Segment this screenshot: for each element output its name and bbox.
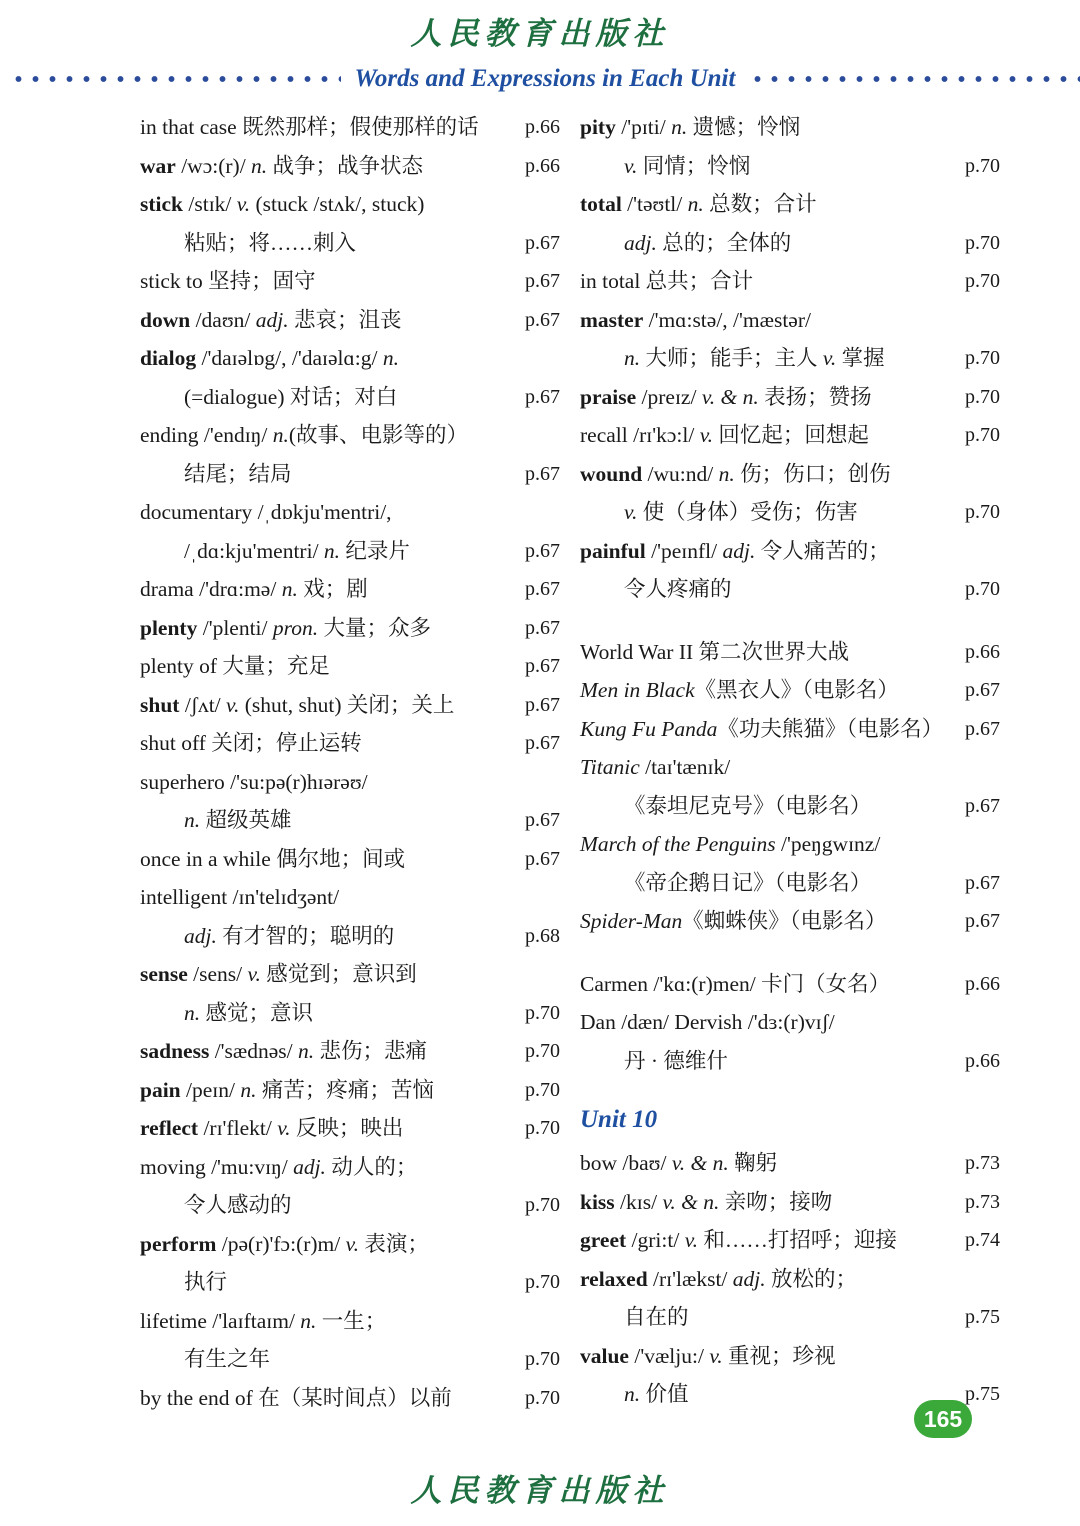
glossary-entry [140, 801, 560, 840]
entry-text: 丹 · 德维什 [624, 1048, 728, 1073]
glossary-entry [580, 378, 1000, 417]
glossary-entry [140, 493, 560, 532]
entry-text: (=dialogue) 对话；对白 [184, 384, 398, 409]
entry-text: once in a while 偶尔地；间或 [140, 846, 406, 871]
entry-text: Titanic /taɪ'tænɪk/ [580, 755, 731, 779]
glossary-entry [140, 1379, 560, 1418]
entry-text: n. 价值 [624, 1382, 689, 1406]
entry-page-ref: p.73 [965, 1190, 1000, 1213]
proper-noun-entry [580, 1003, 1000, 1042]
entry-text: 自在的 [624, 1305, 689, 1329]
glossary-entry [140, 1186, 560, 1225]
entry-text: plenty /'plenti/ pron. 大量；众多 [140, 615, 431, 640]
entry-text: wound /wu:nd/ n. 伤；伤口；创伤 [580, 461, 891, 486]
entry-page-ref: p.67 [965, 910, 1000, 932]
entry-page-ref: p.70 [965, 501, 1000, 523]
entry-page-ref: p.67 [525, 655, 560, 677]
glossary-entry [140, 763, 560, 802]
entry-page-ref: p.70 [525, 1271, 560, 1293]
glossary-entry [140, 108, 560, 147]
entry-page-ref: p.66 [965, 640, 1000, 663]
glossary-entry [140, 1263, 560, 1302]
entry-page-ref: p.67 [525, 539, 560, 562]
entry-text: ending /'endɪŋ/ n.(故事、电影等的） [140, 423, 469, 447]
glossary-entry [580, 147, 1000, 186]
glossary-entry [140, 1302, 560, 1341]
left-column [140, 108, 560, 1417]
glossary-entry [580, 301, 1000, 340]
entry-text: reflect /rɪ'flekt/ v. 反映；映出 [140, 1116, 404, 1140]
entry-text: pain /peɪn/ n. 痛苦；疼痛；苦恼 [140, 1077, 434, 1102]
entry-page-ref: p.70 [525, 1194, 560, 1216]
entry-page-ref: p.66 [965, 972, 1000, 995]
section-spacer [580, 1080, 1000, 1092]
glossary-entry [580, 1337, 1000, 1376]
entry-page-ref: p.67 [525, 308, 560, 331]
entry-page-ref: p.66 [965, 1049, 1000, 1072]
entry-page-ref: p.70 [525, 1040, 560, 1062]
publisher-logo-top: 人民教育出版社 [410, 16, 670, 51]
glossary-entry [580, 1144, 1000, 1183]
proper-noun-entry [580, 1042, 1000, 1081]
entry-text: adj. 总的；全体的 [624, 230, 792, 255]
glossary-entry [580, 570, 1000, 609]
entry-text: praise /preɪz/ v. & n. 表扬；赞扬 [580, 384, 872, 409]
entry-text: v. 同情；怜悯 [624, 153, 751, 178]
glossary-entry [140, 609, 560, 648]
entry-text: kiss /kɪs/ v. & n. 亲吻；接吻 [580, 1189, 833, 1214]
glossary-entry [140, 878, 560, 917]
proper-noun-entry [580, 633, 1000, 672]
entry-text: 结尾；结局 [184, 461, 292, 486]
entry-text: 《泰坦尼克号》（电影名） [624, 793, 872, 818]
entry-text: relaxed /rɪ'lækst/ adj. 放松的； [580, 1266, 858, 1291]
entry-page-ref: p.67 [525, 462, 560, 485]
entry-text: 执行 [184, 1270, 228, 1294]
glossary-entry [140, 955, 560, 994]
entry-text: drama /'drɑ:mə/ n. 戏；剧 [140, 577, 368, 601]
glossary-entry [580, 416, 1000, 455]
entry-page-ref: p.67 [965, 717, 1000, 740]
glossary-entry [580, 455, 1000, 494]
entry-page-ref: p.74 [965, 1229, 1000, 1251]
entry-text: dialog /'daɪəlɒg/, /'daɪəlɑ:g/ n. [140, 346, 399, 370]
entry-text: pity /'pɪti/ n. 遗憾；怜悯 [580, 115, 801, 139]
entry-page-ref: p.70 [965, 578, 1000, 600]
entry-text: war /wɔ:(r)/ n. 战争；战争状态 [140, 153, 424, 178]
entry-page-ref: p.67 [525, 231, 560, 254]
glossary-entry [140, 262, 560, 301]
glossary-entry [580, 224, 1000, 263]
right-column [580, 108, 1000, 1414]
entry-page-ref: p.67 [525, 809, 560, 831]
glossary-entry [580, 1260, 1000, 1299]
entry-text: master /'mɑ:stə/, /'mæstər/ [580, 307, 811, 332]
glossary-entry [140, 147, 560, 186]
glossary-entry [580, 108, 1000, 147]
entry-text: plenty of 大量；充足 [140, 654, 330, 678]
glossary-entry [140, 570, 560, 609]
glossary-entry [140, 1148, 560, 1187]
glossary-entry [140, 301, 560, 340]
entry-page-ref: p.67 [525, 578, 560, 600]
entry-page-ref: p.67 [965, 679, 1000, 701]
section-spacer [580, 609, 1000, 633]
entry-text: shut /ʃʌt/ v. (shut, shut) 关闭；关上 [140, 692, 455, 717]
glossary-entry [580, 1183, 1000, 1222]
entry-text: 有生之年 [184, 1347, 271, 1371]
glossary-entry [140, 532, 560, 571]
entry-page-ref: p.66 [525, 154, 560, 177]
entry-text: 令人感动的 [184, 1193, 292, 1217]
entry-text: /ˌdɑ:kju'mentri/ n. 纪录片 [184, 538, 410, 563]
word-list-columns [0, 108, 1080, 1408]
glossary-entry [580, 185, 1000, 224]
glossary-entry [580, 339, 1000, 378]
entry-text: intelligent /ɪn'telɪdʒənt/ [140, 885, 340, 909]
entry-text: Spider-Man《蜘蛛侠》（电影名） [580, 909, 887, 933]
entry-page-ref: p.70 [965, 231, 1000, 254]
entry-text: n. 超级英雄 [184, 808, 292, 832]
entry-text: perform /pə(r)'fɔ:(r)m/ v. 表演； [140, 1231, 429, 1256]
entry-text: stick /stɪk/ v. (stuck /stʌk/, stuck) [140, 192, 425, 216]
dot-rule-left-icon [10, 75, 341, 83]
entry-text: down /daʊn/ adj. 悲哀；沮丧 [140, 307, 402, 332]
entry-text: n. 大师；能手；主人 v. 掌握 [624, 346, 885, 370]
entry-page-ref: p.75 [965, 1306, 1000, 1328]
dot-rule-right-icon [749, 75, 1080, 83]
entry-page-ref: p.70 [965, 154, 1000, 177]
entry-text: 粘贴；将……刺入 [184, 230, 357, 255]
glossary-entry [140, 724, 560, 763]
entry-page-ref: p.66 [525, 116, 560, 138]
entry-text: in total 总共；合计 [580, 269, 754, 293]
header-band [0, 62, 1080, 96]
glossary-entry [140, 1340, 560, 1379]
glossary-entry [140, 917, 560, 956]
proper-noun-entry [580, 748, 1000, 787]
proper-noun-entry [580, 864, 1000, 903]
glossary-entry [140, 686, 560, 725]
entry-text: value /'vælju:/ v. 重视；珍视 [580, 1343, 836, 1368]
entry-text: lifetime /'laɪftaɪm/ n. 一生； [140, 1308, 387, 1333]
entry-text: stick to 坚持；固守 [140, 269, 316, 293]
page-title: Words and Expressions in Each Unit [354, 65, 736, 92]
glossary-entry [580, 532, 1000, 571]
entry-text: March of the Penguins /'peŋgwɪnz/ [580, 832, 881, 856]
proper-noun-entry [580, 671, 1000, 710]
entry-page-ref: p.70 [965, 270, 1000, 292]
glossary-entry [580, 1298, 1000, 1337]
page-number-badge: 165 [914, 1400, 972, 1438]
glossary-entry [140, 1225, 560, 1264]
entry-page-ref: p.75 [965, 1383, 1000, 1405]
proper-noun-entry [580, 902, 1000, 941]
entry-text: shut off 关闭；停止运转 [140, 731, 362, 755]
entry-text: Men in Black《黑衣人》（电影名） [580, 678, 899, 702]
entry-text: sadness /'sædnəs/ n. 悲伤；悲痛 [140, 1039, 428, 1063]
entry-text: recall /rɪ'kɔ:l/ v. 回忆起；回想起 [580, 423, 869, 447]
entry-text: Kung Fu Panda《功夫熊猫》（电影名） [580, 716, 944, 741]
entry-text: v. 使（身体）受伤；伤害 [624, 500, 858, 524]
proper-noun-entry [580, 710, 1000, 749]
entry-text: superhero /'su:pə(r)hɪərəʊ/ [140, 769, 368, 794]
entry-text: World War II 第二次世界大战 [580, 639, 850, 664]
entry-text: greet /gri:t/ v. 和……打招呼；迎接 [580, 1228, 897, 1252]
glossary-entry [140, 416, 560, 455]
entry-page-ref: p.70 [525, 1078, 560, 1101]
entry-text: in that case 既然那样；假使那样的话 [140, 115, 479, 139]
glossary-entry [140, 647, 560, 686]
entry-page-ref: p.67 [525, 847, 560, 870]
entry-page-ref: p.70 [965, 385, 1000, 408]
glossary-entry [580, 1221, 1000, 1260]
glossary-entry [140, 185, 560, 224]
entry-text: sense /sens/ v. 感觉到；意识到 [140, 962, 417, 986]
glossary-entry [580, 262, 1000, 301]
proper-noun-entry [580, 965, 1000, 1004]
entry-page-ref: p.67 [525, 732, 560, 754]
entry-text: 《帝企鹅日记》（电影名） [624, 870, 872, 895]
entry-page-ref: p.67 [525, 270, 560, 292]
entry-page-ref: p.70 [525, 1117, 560, 1139]
entry-text: bow /baʊ/ v. & n. 鞠躬 [580, 1151, 778, 1175]
entry-text: total /'təʊtl/ n. 总数；合计 [580, 192, 817, 216]
entry-text: Dan /dæn/ Dervish /'dɜ:(r)vɪʃ/ [580, 1010, 835, 1034]
entry-page-ref: p.70 [525, 1386, 560, 1409]
entry-page-ref: p.67 [965, 871, 1000, 894]
entry-page-ref: p.67 [525, 616, 560, 639]
glossary-entry [140, 1032, 560, 1071]
entry-page-ref: p.67 [525, 385, 560, 408]
glossary-entry [140, 840, 560, 879]
entry-page-ref: p.70 [525, 1348, 560, 1370]
entry-text: Carmen /'kɑ:(r)men/ 卡门（女名） [580, 971, 891, 996]
entry-text: 令人疼痛的 [624, 577, 732, 601]
entry-page-ref: p.73 [965, 1152, 1000, 1174]
entry-text: moving /'mu:vɪŋ/ adj. 动人的； [140, 1154, 418, 1179]
entry-text: adj. 有才智的；聪明的 [184, 923, 395, 948]
glossary-entry [140, 1071, 560, 1110]
glossary-entry [140, 339, 560, 378]
entry-text: documentary /ˌdɒkju'mentri/, [140, 500, 392, 524]
proper-noun-entry [580, 787, 1000, 826]
glossary-entry [140, 1109, 560, 1148]
glossary-entry [140, 224, 560, 263]
entry-page-ref: p.67 [965, 794, 1000, 817]
proper-noun-entry [580, 825, 1000, 864]
publisher-logo-bottom: 人民教育出版社 [410, 1473, 670, 1508]
glossary-entry [140, 455, 560, 494]
glossary-entry [140, 994, 560, 1033]
entry-text: painful /'peɪnfl/ adj. 令人痛苦的； [580, 538, 890, 563]
entry-page-ref: p.70 [525, 1001, 560, 1024]
entry-page-ref: p.70 [965, 424, 1000, 446]
glossary-entry [140, 378, 560, 417]
section-spacer [580, 941, 1000, 965]
entry-page-ref: p.67 [525, 693, 560, 716]
entry-page-ref: p.70 [965, 347, 1000, 369]
unit-heading: Unit 10 [580, 1106, 658, 1133]
entry-page-ref: p.68 [525, 924, 560, 947]
entry-text: by the end of 在（某时间点）以前 [140, 1385, 452, 1410]
glossary-entry [580, 493, 1000, 532]
entry-text: n. 感觉；意识 [184, 1000, 314, 1025]
